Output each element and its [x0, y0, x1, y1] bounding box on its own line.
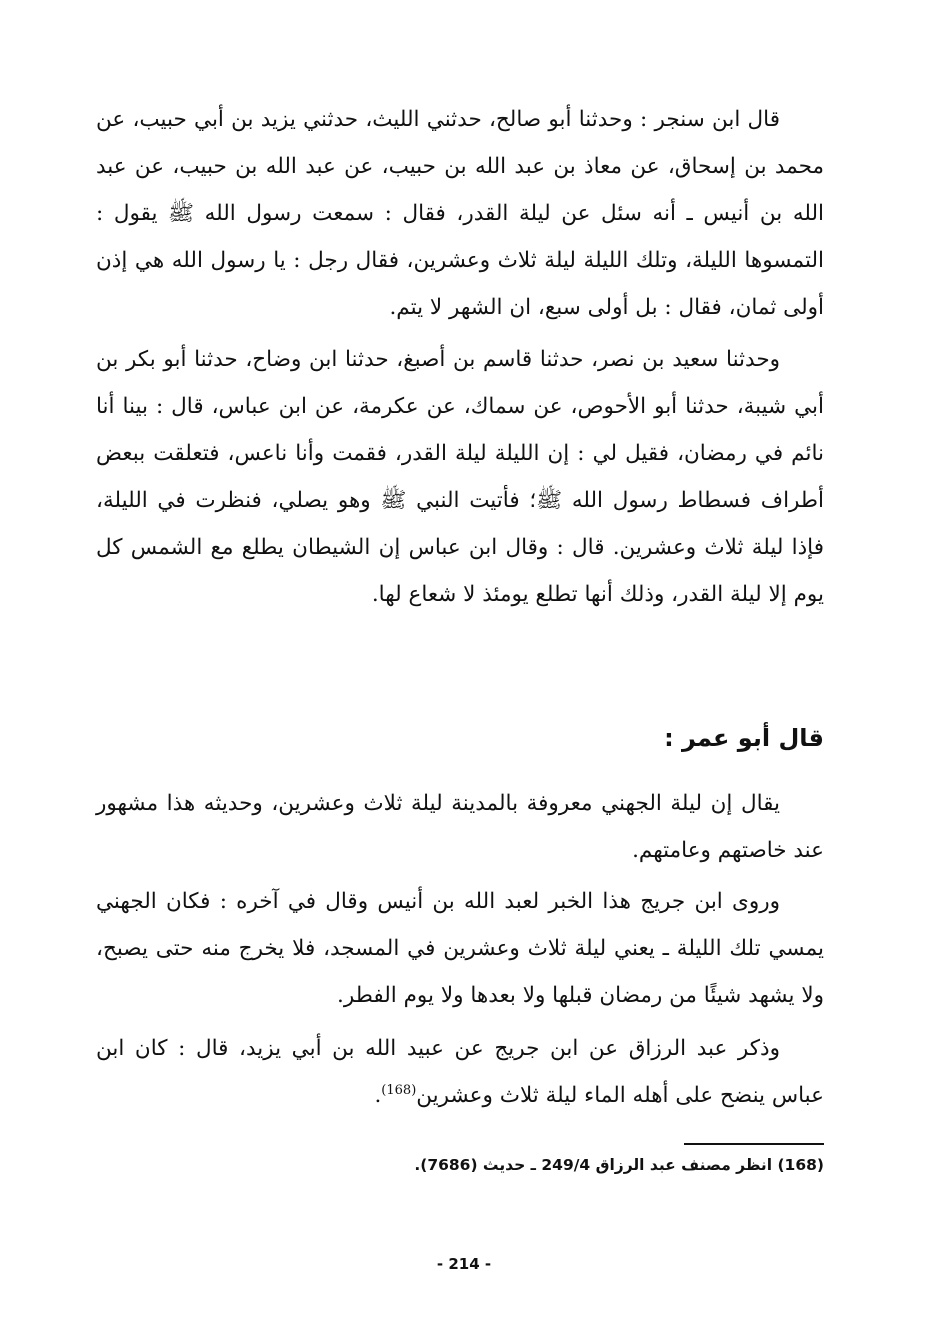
- narration-paragraph-ibn-sanjar: قال ابن سنجر : وحدثنا أبو صالح، حدثني الليث، حدثني يزيد بن أبي حبيب، عن محمد بن إسحاق، عن معاذ بن عبد الله بن حبيب، عن عبد الله بن حبيب، عن عبد الله بن أنيس ـ أنه سئل عن ليلة القدر، فقال : سمعت رسول الله ﷺ يقول : التمسوها الليلة، وتلك الليلة ليلة ثلاث وعشرين، فقال رجل : يا رسول الله هي إذن أولى ثمان، فقال : بل أولى سبع، ان الشهر لا يتم.: [96, 107, 824, 320]
- footnote-168: (168) انظر مصنف عبد الرزاق 249/4 ـ حديث (7686).: [414, 1156, 824, 1174]
- page-number: - 214 -: [436, 1255, 492, 1273]
- commentary-block-3: [96, 1025, 824, 1119]
- commentary-block-1: [96, 780, 824, 874]
- footnote-reference[interactable]: (168): [381, 1082, 417, 1098]
- commentary-paragraph-abd-al-razzaq: [96, 1025, 824, 1119]
- paragraph-text: وذكر عبد الرزاق عن ابن جريج عن عبيد الله بن أبي يزيد، قال : كان ابن عباس ينضح على أهله الماء ليلة ثلاث وعشرين: [96, 1036, 824, 1108]
- narration-block-1: [96, 96, 824, 331]
- narration-block-2: [96, 336, 824, 618]
- commentary-paragraph-ibn-jurayj: وروى ابن جريج هذا الخبر لعبد الله بن أنيس وقال في آخره : فكان الجهني يمسي تلك الليلة ـ يعني ليلة ثلاث وعشرين في المسجد، فلا يخرج منه حتى يصبح، ولا يشهد شيئًا من رمضان قبلها ولا بعدها ولا يوم الفطر.: [96, 889, 824, 1008]
- section-heading: قال أبو عمر :: [664, 724, 824, 752]
- narration-paragraph-ibn-abbas: وحدثنا سعيد بن نصر، حدثنا قاسم بن أصبغ، حدثنا ابن وضاح، حدثنا أبو بكر بن أبي شيبة، حدثنا أبو الأحوص، عن سماك، عن عكرمة، عن ابن عباس، قال : بينا أنا نائم في رمضان، فقيل لي : إن الليلة ليلة القدر، فقمت وأنا ناعس، فتعلقت ببعض أطراف فسطاط رسول الله ﷺ؛ فأتيت النبي ﷺ وهو يصلي، فنظرت في الليلة، فإذا ليلة ثلاث وعشرين. قال : وقال ابن عباس إن الشيطان يطلع مع الشمس كل يوم إلا ليلة القدر، وذلك أنها تطلع يومئذ لا شعاع لها.: [96, 347, 824, 607]
- commentary-block-2: [96, 878, 824, 1019]
- paragraph-end-mark: .: [374, 1083, 382, 1108]
- commentary-paragraph-juhani: يقال إن ليلة الجهني معروفة بالمدينة ليلة ثلاث وعشرين، وحديثه هذا مشهور عند خاصتهم وعامتهم.: [96, 791, 824, 863]
- footnote-separator: [684, 1143, 824, 1145]
